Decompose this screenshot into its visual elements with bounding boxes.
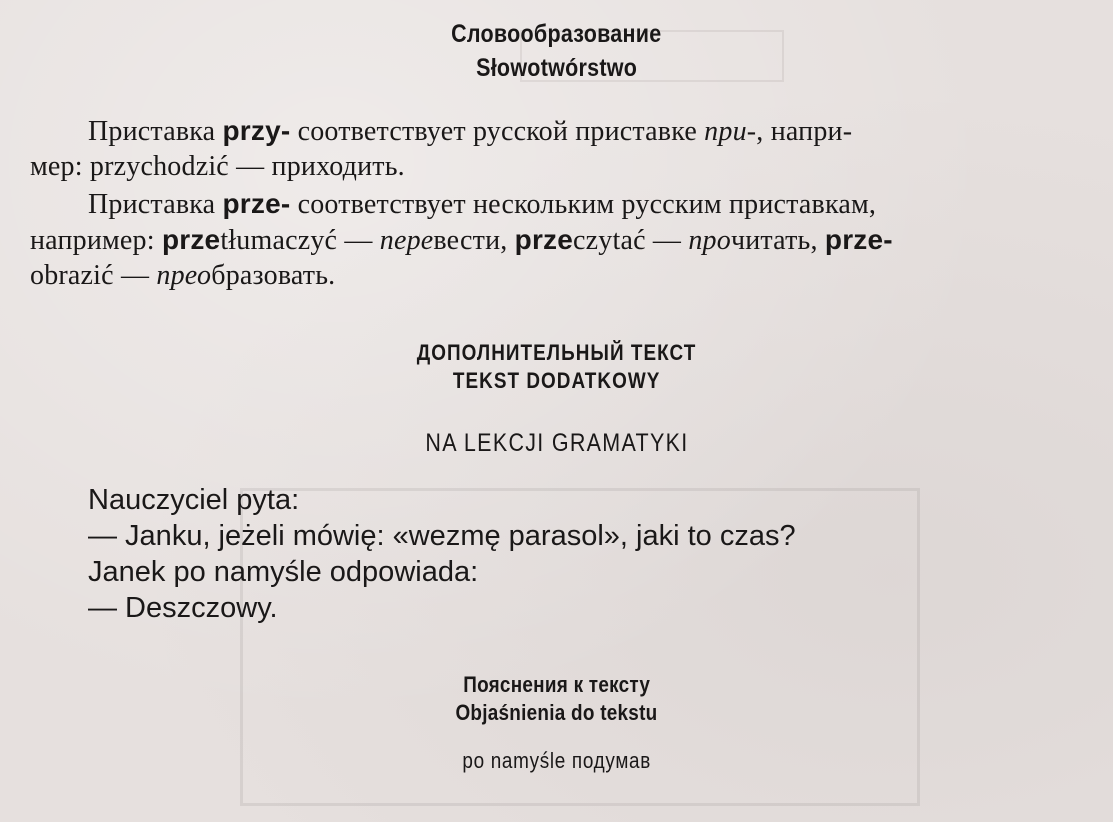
prefix-prze-line3: obrazić — преобразовать. (30, 260, 336, 291)
notes-heading-ru: Пояснения к тексту (463, 672, 650, 697)
section-heading-pl: Słowotwórstwo (475, 54, 638, 82)
dialog-line: — Deszczowy. (88, 592, 278, 624)
section-heading-ru: Словообразование (451, 20, 662, 48)
lesson-title: NA LEKCJI GRAMATYKI (424, 429, 689, 457)
prefix-prze-line2: например: przetłumaczyć — перевести, przeczytać — прочитать, prze- (30, 224, 893, 256)
dialog-line: Janek po namyśle odpowiada: (88, 556, 479, 588)
extra-heading-ru: ДОПОЛНИТЕЛЬНЫЙ ТЕКСТ (416, 340, 697, 365)
notes-entry: po namyśle подумав (462, 748, 651, 773)
prefix-prze-line1: Приставка prze- соответствует нескольким русским приставкам, (88, 188, 877, 220)
notes-heading-pl: Objaśnienia do tekstu (455, 700, 658, 725)
dialog-line: — Janku, jeżeli mówię: «wezmę parasol», jaki to czas? (88, 520, 796, 552)
prefix-przy-line1: Приставка przy- соответствует русской приставке при-, напри- (88, 115, 853, 147)
prefix-przy-line2: мер: przychodzić — приходить. (30, 151, 405, 182)
dialog-line: Nauczyciel pyta: (88, 484, 300, 516)
extra-heading-pl: TEKST DODATKOWY (452, 368, 661, 393)
